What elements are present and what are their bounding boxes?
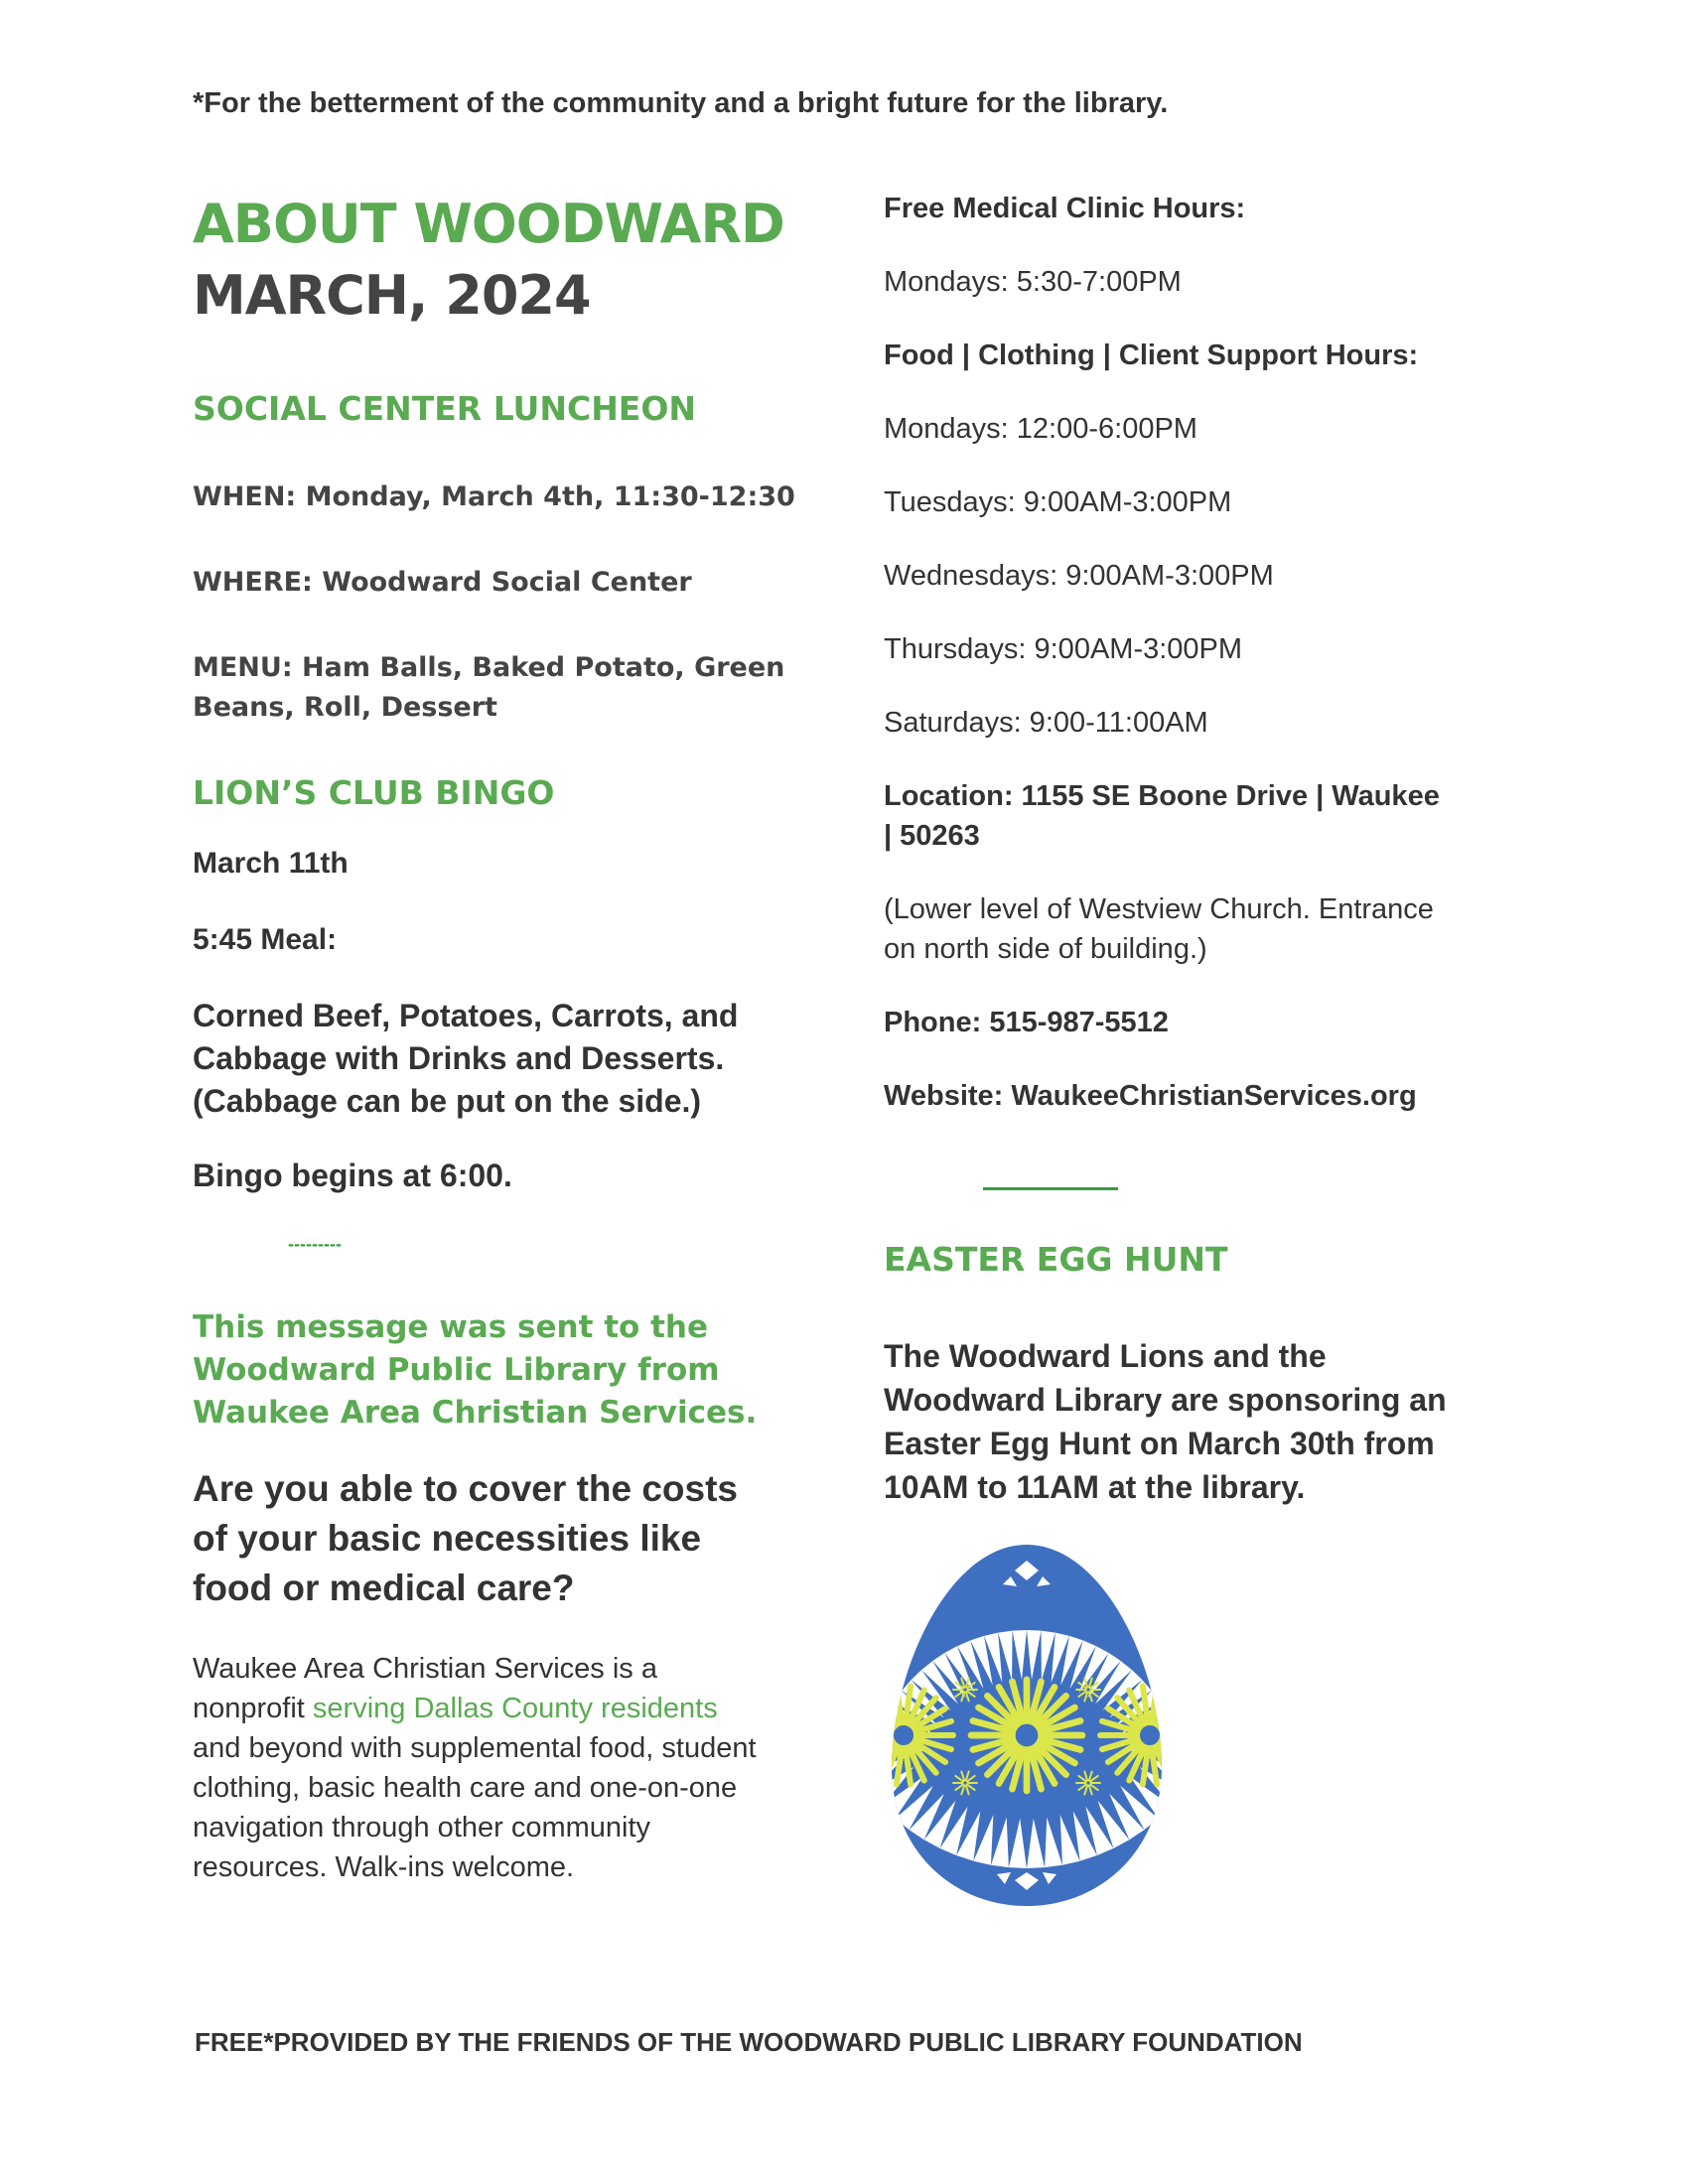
- bingo-date: March 11th: [193, 847, 349, 880]
- luncheon-menu-line2: Beans, Roll, Dessert: [193, 692, 497, 723]
- egg-petal: [886, 1708, 893, 1728]
- easter-line4: 10AM to 11AM at the library.: [884, 1469, 1306, 1505]
- bingo-food-line2: Cabbage with Drinks and Desserts.: [193, 1040, 725, 1076]
- easter-heading: EASTER EGG HUNT: [884, 1240, 1228, 1279]
- location-line2: | 50263: [884, 820, 980, 852]
- top-note: *For the betterment of the community and a bright future for the library.: [193, 87, 1169, 119]
- right-divider: [983, 1187, 1118, 1190]
- egg-flower-center: [1085, 1780, 1090, 1785]
- left-divider-text: ---------: [288, 1241, 342, 1251]
- luncheon-where: WHERE: Woodward Social Center: [193, 567, 692, 598]
- hours-thursday: Thursdays: 9:00AM-3:00PM: [884, 633, 1243, 665]
- egg-flower-center: [962, 1780, 967, 1785]
- desc-line4: clothing, basic health care and one-on-one: [193, 1772, 738, 1804]
- location-line1: Location: 1155 SE Boone Drive | Waukee: [884, 780, 1440, 812]
- support-heading: Food | Clothing | Client Support Hours:: [884, 340, 1419, 371]
- hours-tuesday: Tuesdays: 9:00AM-3:00PM: [884, 486, 1232, 518]
- easter-line3: Easter Egg Hunt on March 30th from: [884, 1426, 1435, 1461]
- question-line1: Are you able to cover the costs: [193, 1468, 739, 1509]
- bingo-meal: 5:45 Meal:: [193, 923, 338, 956]
- title-month: MARCH, 2024: [193, 264, 591, 327]
- message-line3: Waukee Area Christian Services.: [193, 1395, 758, 1431]
- desc-line5: navigation through other community: [193, 1812, 651, 1843]
- egg-petal: [886, 1698, 896, 1725]
- egg-petal: [1162, 1721, 1168, 1732]
- egg-petal: [1162, 1739, 1168, 1750]
- website[interactable]: Website: WaukeeChristianServices.org: [884, 1080, 1417, 1112]
- desc-line6: resources. Walk-ins welcome.: [193, 1851, 575, 1883]
- left-divider: [288, 1241, 399, 1251]
- clinic-heading: Free Medical Clinic Hours:: [884, 193, 1246, 224]
- easter-line1: The Woodward Lions and the: [884, 1338, 1327, 1374]
- bingo-begins: Bingo begins at 6:00.: [193, 1158, 512, 1193]
- hours-saturday: Saturdays: 9:00-11:00AM: [884, 707, 1208, 739]
- bingo-food-line3: (Cabbage can be put on the side.): [193, 1083, 702, 1119]
- desc-line2-link[interactable]: serving Dallas County residents: [312, 1693, 718, 1724]
- luncheon-when: WHEN: Monday, March 4th, 11:30-12:30: [193, 481, 795, 512]
- right-column: [884, 189, 1519, 1509]
- question-line2: of your basic necessities like: [193, 1518, 702, 1559]
- egg-petal: [1161, 1708, 1168, 1728]
- message-line2: Woodward Public Library from: [193, 1352, 720, 1388]
- egg-petal: [886, 1691, 899, 1724]
- egg-petal: [1158, 1698, 1168, 1725]
- egg-ray: [1162, 1733, 1168, 1762]
- desc-line2: [193, 1689, 808, 1728]
- desc-line1: Waukee Area Christian Services is a: [193, 1653, 657, 1685]
- bingo-heading: LION’S CLUB BINGO: [193, 773, 555, 812]
- egg-petal: [1155, 1691, 1168, 1724]
- desc-line2-a: nonprofit: [193, 1693, 313, 1724]
- egg-petal: [886, 1721, 892, 1732]
- egg-flower-center: [1015, 1723, 1040, 1748]
- title-about-woodward: ABOUT WOODWARD: [193, 193, 784, 255]
- desc-line3: and beyond with supplemental food, student: [193, 1732, 757, 1764]
- bingo-food-line1: Corned Beef, Potatoes, Carrots, and: [193, 998, 739, 1033]
- easter-line2: Woodward Library are sponsoring an: [884, 1382, 1447, 1418]
- egg-ray: [1167, 1720, 1168, 1745]
- footer: FREE*PROVIDED BY THE FRIENDS OF THE WOODWARD PUBLIC LIBRARY FOUNDATION: [195, 2027, 1303, 2057]
- location-note-line1: (Lower level of Westview Church. Entrance: [884, 893, 1434, 925]
- egg-ray: [886, 1720, 887, 1745]
- left-column: [193, 189, 808, 1887]
- egg-ray: [886, 1733, 892, 1762]
- message-line1: This message was sent to the: [193, 1309, 709, 1345]
- egg-flower-center: [1085, 1687, 1090, 1692]
- egg-petal: [886, 1739, 892, 1750]
- question-line3: food or medical care?: [193, 1568, 575, 1608]
- phone: Phone: 515-987-5512: [884, 1007, 1169, 1038]
- egg-flower-center: [962, 1687, 967, 1692]
- hours-wednesday: Wednesdays: 9:00AM-3:00PM: [884, 560, 1274, 592]
- luncheon-menu-line1: MENU: Ham Balls, Baked Potato, Green: [193, 652, 785, 683]
- luncheon-heading: SOCIAL CENTER LUNCHEON: [193, 389, 697, 428]
- easter-egg-icon: [886, 1541, 1168, 1910]
- clinic-mondays: Mondays: 5:30-7:00PM: [884, 266, 1182, 298]
- egg-flower-center: [1139, 1724, 1161, 1746]
- egg-flower-center: [893, 1724, 914, 1746]
- hours-monday: Mondays: 12:00-6:00PM: [884, 413, 1197, 445]
- location-note-line2: on north side of building.): [884, 933, 1207, 965]
